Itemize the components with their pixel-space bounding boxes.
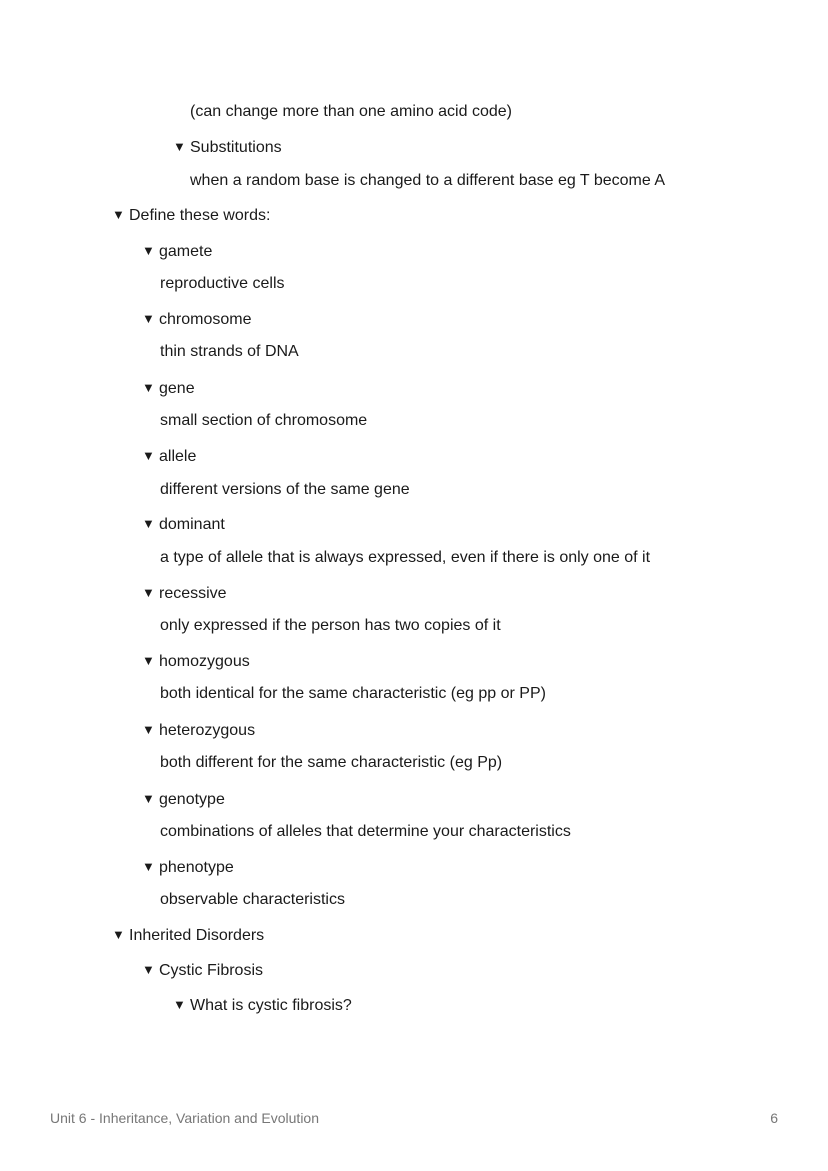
term-label: genotype (159, 791, 225, 808)
toggle-label: Define these words: (129, 207, 271, 224)
term-toggle-recessive[interactable] (142, 583, 227, 604)
inherited-disorders-toggle[interactable] (112, 925, 264, 946)
term-label: dominant (159, 516, 225, 533)
term-definition: small section of chromosome (160, 412, 368, 429)
toggle-label: Cystic Fibrosis (159, 962, 264, 979)
triangle-down-icon: ▼ (142, 380, 155, 395)
toggle-label: Substitutions (190, 139, 282, 156)
term-definition: observable characteristics (160, 891, 345, 908)
term-label: homozygous (159, 653, 250, 670)
footer-title: Unit 6 - Inheritance, Variation and Evolution (50, 1110, 320, 1126)
term-toggle-dominant[interactable] (142, 514, 225, 535)
term-toggle-gene[interactable] (142, 378, 195, 399)
term-toggle-gamete[interactable] (142, 241, 212, 262)
term-label: heterozygous (159, 722, 256, 739)
term-label: recessive (159, 585, 227, 602)
define-words-toggle[interactable] (112, 205, 270, 226)
triangle-down-icon: ▼ (142, 311, 155, 326)
page-number: 6 (770, 1110, 778, 1126)
triangle-down-icon: ▼ (142, 791, 155, 806)
term-label: phenotype (159, 859, 234, 876)
term-label: allele (159, 448, 197, 465)
triangle-down-icon: ▼ (173, 997, 186, 1012)
term-label: gene (159, 380, 195, 397)
triangle-down-icon: ▼ (112, 927, 125, 942)
term-toggle-heterozygous[interactable] (142, 720, 255, 741)
triangle-down-icon: ▼ (142, 859, 155, 874)
term-definition: different versions of the same gene (160, 481, 410, 498)
term-toggle-homozygous[interactable] (142, 651, 250, 672)
triangle-down-icon: ▼ (173, 139, 186, 154)
term-label: chromosome (159, 311, 252, 328)
toggle-label: What is cystic fibrosis? (190, 997, 352, 1014)
triangle-down-icon: ▼ (142, 516, 155, 531)
triangle-down-icon: ▼ (142, 585, 155, 600)
term-definition: thin strands of DNA (160, 343, 299, 360)
cystic-fibrosis-question-toggle[interactable] (173, 995, 352, 1016)
triangle-down-icon: ▼ (142, 448, 155, 463)
term-definition: reproductive cells (160, 275, 285, 292)
term-definition: both different for the same characteristic (eg Pp) (160, 754, 503, 771)
triangle-down-icon: ▼ (142, 243, 155, 258)
term-toggle-allele[interactable] (142, 446, 196, 467)
cystic-fibrosis-toggle[interactable] (142, 960, 263, 981)
term-definition: only expressed if the person has two copies of it (160, 617, 501, 634)
term-label: gamete (159, 243, 213, 260)
toggle-label: Inherited Disorders (129, 927, 265, 944)
term-definition: a type of allele that is always expressed, even if there is only one of it (160, 549, 651, 566)
amino-acid-note: (can change more than one amino acid code) (190, 103, 512, 120)
term-toggle-chromosome[interactable] (142, 309, 251, 330)
triangle-down-icon: ▼ (142, 722, 155, 737)
term-toggle-phenotype[interactable] (142, 857, 234, 878)
substitutions-toggle[interactable] (173, 137, 282, 158)
term-toggle-genotype[interactable] (142, 789, 225, 810)
substitutions-body: when a random base is changed to a different base eg T become A (190, 172, 665, 189)
triangle-down-icon: ▼ (112, 207, 125, 222)
term-definition: combinations of alleles that determine your characteristics (160, 823, 571, 840)
triangle-down-icon: ▼ (142, 962, 155, 977)
term-definition: both identical for the same characteristic (eg pp or PP) (160, 685, 546, 702)
triangle-down-icon: ▼ (142, 653, 155, 668)
